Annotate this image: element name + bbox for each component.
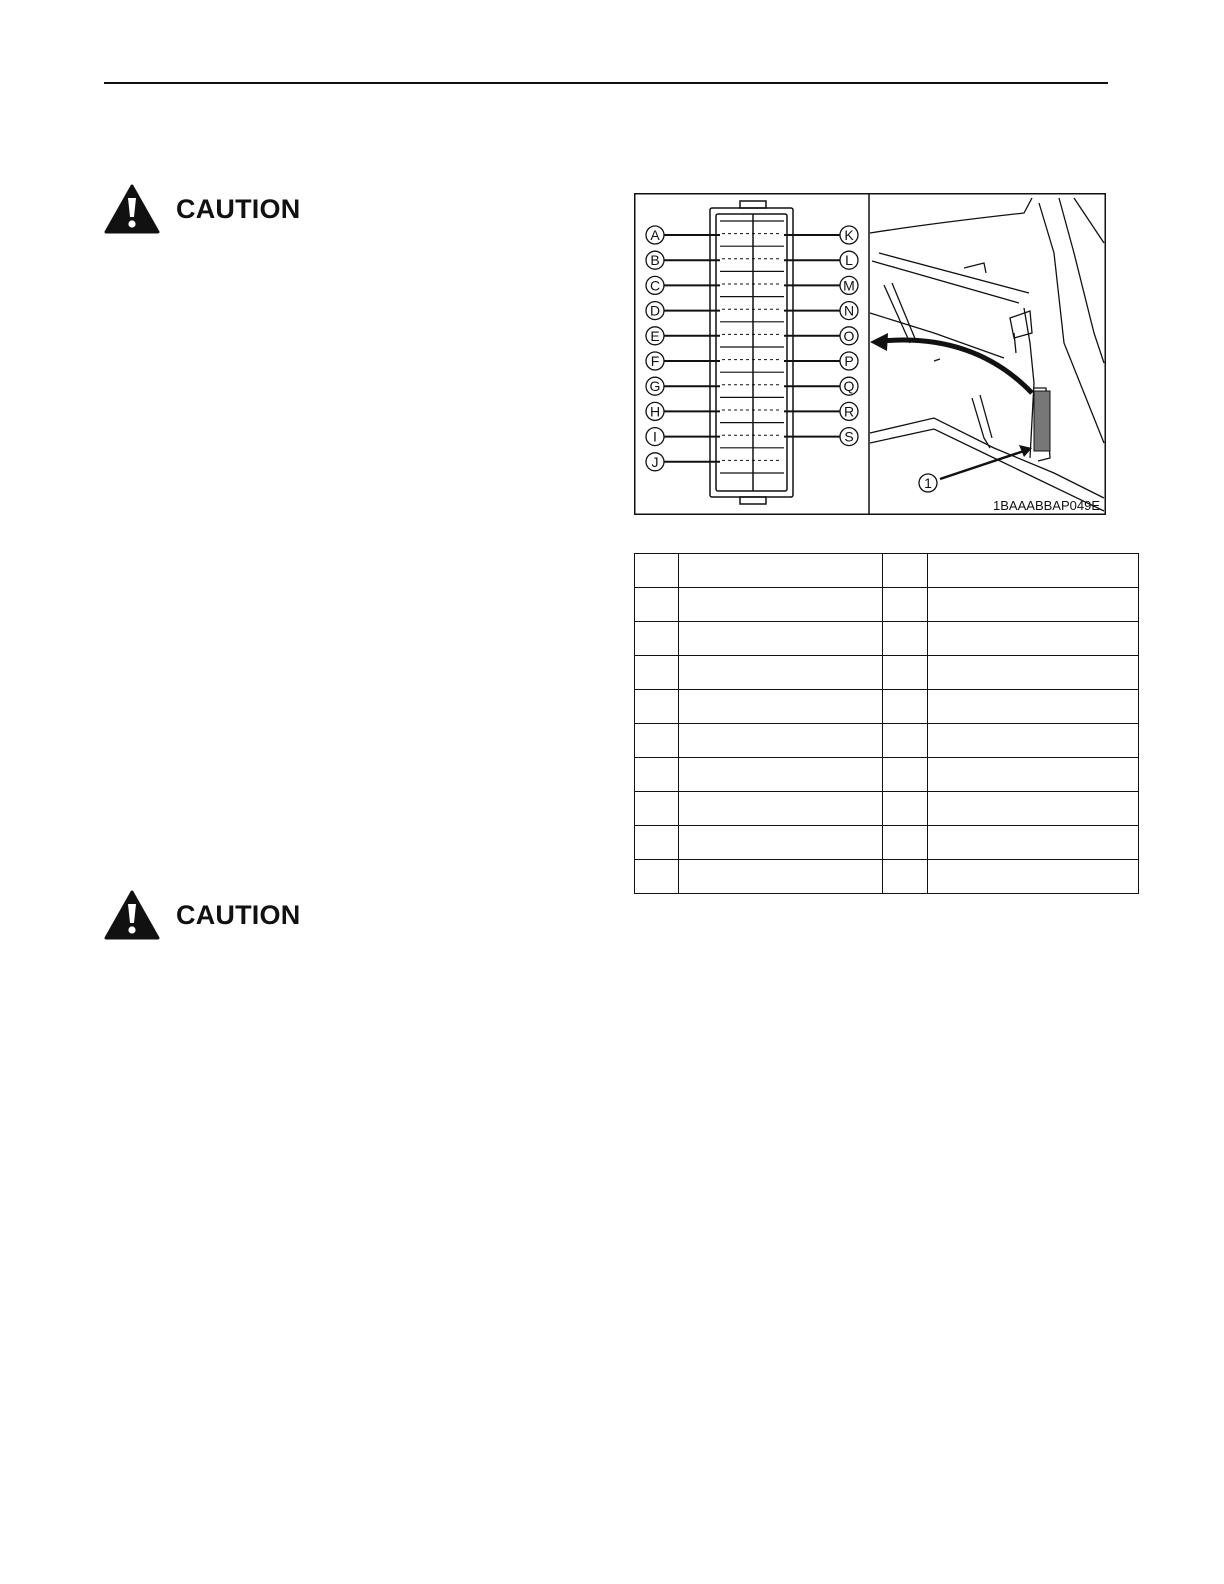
- fuse-box-figure: [634, 193, 1106, 515]
- callout-letter-right: L: [845, 252, 853, 269]
- table-row: [635, 622, 1139, 656]
- table-row: [635, 758, 1139, 792]
- table-cell: [635, 690, 679, 724]
- callout-letter-left: D: [649, 302, 661, 319]
- table-cell: [635, 622, 679, 656]
- table-cell: [883, 724, 927, 758]
- table-cell: [635, 588, 679, 622]
- table-cell: [635, 860, 679, 894]
- callout-letter-left: G: [649, 378, 661, 395]
- table-cell: [679, 588, 883, 622]
- table-cell: [883, 758, 927, 792]
- table-cell: [635, 758, 679, 792]
- table-cell: [927, 826, 1138, 860]
- table-cell: [679, 860, 883, 894]
- table-cell: [679, 656, 883, 690]
- fuse-box-location: [1034, 391, 1050, 451]
- table-cell: [679, 826, 883, 860]
- table-row: [635, 588, 1139, 622]
- callout-letter-right: S: [844, 428, 854, 445]
- caution-block-1: [104, 183, 300, 235]
- caution-label: CAUTION: [176, 899, 301, 930]
- table-cell: [679, 792, 883, 826]
- warning-triangle-icon: [104, 890, 160, 940]
- table-cell: [679, 724, 883, 758]
- table-cell: [635, 554, 679, 588]
- table-row: [635, 690, 1139, 724]
- callout-letter-right: M: [843, 277, 855, 294]
- table-row: [635, 554, 1139, 588]
- table-cell: [927, 758, 1138, 792]
- callout-letter-left: J: [651, 453, 659, 470]
- table-cell: [679, 554, 883, 588]
- caution-label: CAUTION: [176, 193, 301, 224]
- callout-letter-right: R: [843, 403, 855, 420]
- table-cell: [883, 860, 927, 894]
- table-cell: [927, 656, 1138, 690]
- table-row: [635, 860, 1139, 894]
- table-cell: [635, 724, 679, 758]
- table-cell: [883, 656, 927, 690]
- callout-letter-left: H: [649, 403, 661, 420]
- callout-letter-right: P: [844, 353, 854, 369]
- fuse-box-illustration: [634, 193, 1106, 515]
- callout-letter-left: I: [653, 428, 657, 445]
- table-row: [635, 792, 1139, 826]
- table-cell: [883, 554, 927, 588]
- table-cell: [927, 792, 1138, 826]
- table-row: [635, 724, 1139, 758]
- callout-number: [919, 474, 937, 492]
- callout-letter-left: C: [649, 277, 661, 294]
- table-cell: [927, 622, 1138, 656]
- header-rule: [104, 82, 1108, 84]
- caution-block-2: [104, 889, 300, 941]
- table-cell: [927, 554, 1138, 588]
- callout-letter-left: F: [650, 353, 660, 369]
- table-cell: [883, 792, 927, 826]
- table-cell: [679, 622, 883, 656]
- callout-letter-right: K: [844, 227, 854, 243]
- table-row: [635, 656, 1139, 690]
- table-row: [635, 826, 1139, 860]
- svg-text:1: 1: [924, 475, 932, 491]
- table-cell: [635, 826, 679, 860]
- figure-code: 1BAAABBAP049E: [993, 498, 1100, 513]
- table-cell: [883, 690, 927, 724]
- warning-triangle-icon: [104, 184, 160, 234]
- callout-letter-left: E: [650, 327, 660, 344]
- table-cell: [679, 758, 883, 792]
- table-cell: [635, 792, 679, 826]
- callout-letter-right: Q: [843, 378, 855, 395]
- table-cell: [883, 622, 927, 656]
- fuse-table: [634, 553, 1139, 894]
- table-cell: [927, 860, 1138, 894]
- table-cell: [883, 826, 927, 860]
- table-cell: [679, 690, 883, 724]
- table-cell: [635, 656, 679, 690]
- callout-letter-right: N: [843, 302, 855, 319]
- callout-letter-left: A: [650, 227, 660, 243]
- table-cell: [927, 588, 1138, 622]
- table-cell: [927, 690, 1138, 724]
- callout-letter-right: O: [843, 327, 855, 344]
- table-cell: [927, 724, 1138, 758]
- table-cell: [883, 588, 927, 622]
- callout-letter-left: B: [650, 252, 660, 269]
